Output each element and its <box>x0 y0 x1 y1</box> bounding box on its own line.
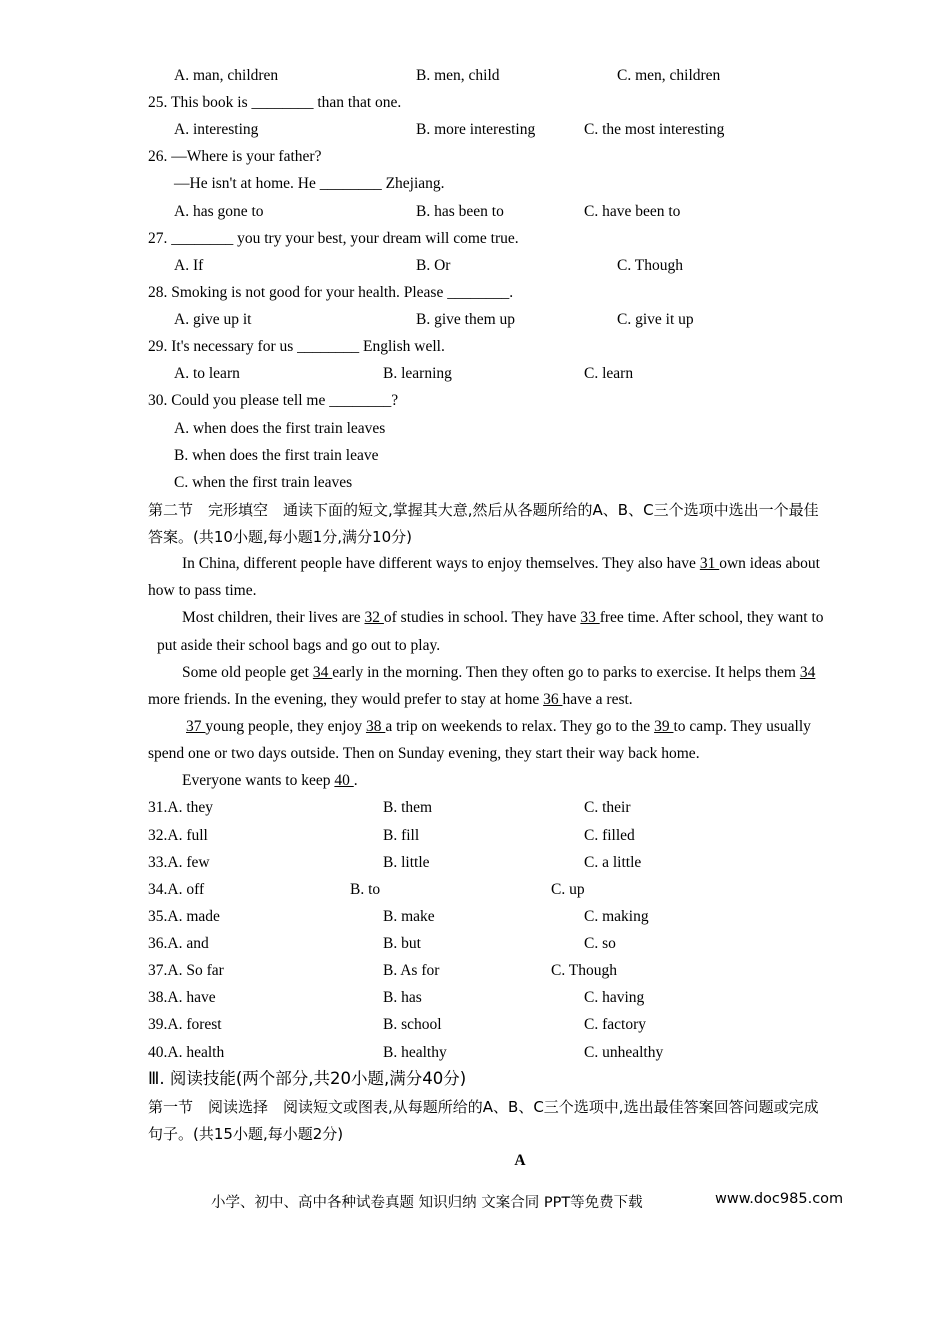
passage-paragraph-4-cont: spend one or two days outside. Then on Sunday evening, they start their way back home. <box>148 745 700 762</box>
footer-url[interactable]: www.doc985.com <box>715 1191 844 1207</box>
blank-39: 39 <box>654 718 674 735</box>
q27-option-a: A. If <box>174 257 204 274</box>
section3-title: Ⅲ. 阅读技能(两个部分,共20小题,满分40分) <box>148 1069 467 1088</box>
q25-option-a: A. interesting <box>174 121 259 138</box>
q29-option-c: C. learn <box>584 365 634 382</box>
passage-paragraph-5 <box>182 771 358 791</box>
cloze-option-a: 35.A. made <box>148 908 220 925</box>
q24-option-b: B. men, child <box>416 67 500 84</box>
q28-stem: 28. Smoking is not good for your health. Please ________. <box>148 284 514 301</box>
passage-text: Everyone wants to keep <box>182 772 335 789</box>
passage-label: A <box>514 1152 526 1169</box>
passage-text: more friends. In the evening, they would prefer to stay at home <box>148 691 544 708</box>
passage-paragraph-3 <box>182 663 815 683</box>
section2-heading: 第二节 完形填空 通读下面的短文,掌握其大意,然后从各题所给的A、B、C三个选项中选出一个最佳 <box>148 501 819 519</box>
q26-stem: 26. —Where is your father? <box>148 148 322 165</box>
cloze-option-a: 40.A. health <box>148 1044 225 1061</box>
q25-stem: 25. This book is ________ than that one. <box>148 94 402 111</box>
passage-paragraph-2-cont: put aside their school bags and go out to play. <box>157 637 441 654</box>
cloze-option-b: B. has <box>383 989 422 1006</box>
q28-option-c: C. give it up <box>617 311 694 328</box>
blank-40: 40 <box>334 772 354 789</box>
q25-option-b: B. more interesting <box>416 121 536 138</box>
q28-option-b: B. give them up <box>416 311 516 328</box>
passage-text: early in the morning. Then they often go to parks to exercise. It helps them <box>332 664 800 681</box>
passage-text: to camp. They usually <box>673 718 811 735</box>
q29-stem: 29. It's necessary for us ________ English well. <box>148 338 445 355</box>
cloze-option-c: C. a little <box>584 854 642 871</box>
passage-paragraph-3-cont <box>148 690 633 710</box>
section3-subheading: 第一节 阅读选择 阅读短文或图表,从每题所给的A、B、C三个选项中,选出最佳答案回答问题或完成 <box>148 1098 819 1116</box>
blank-32: 32 <box>364 609 384 626</box>
cloze-option-b: B. but <box>383 935 421 952</box>
blank-38: 38 <box>365 718 386 735</box>
cloze-option-c: C. so <box>584 935 616 952</box>
passage-paragraph-2 <box>182 608 824 628</box>
q27-option-c: C. Though <box>617 257 684 274</box>
q26-option-a: A. has gone to <box>174 203 264 220</box>
cloze-option-a: 36.A. and <box>148 935 209 952</box>
passage-text: have a rest. <box>562 691 633 708</box>
passage-paragraph-4 <box>186 717 811 737</box>
cloze-option-a: 32.A. full <box>148 827 208 844</box>
q28-option-a: A. give up it <box>174 311 252 328</box>
cloze-option-a: 39.A. forest <box>148 1016 222 1033</box>
q30-stem: 30. Could you please tell me ________? <box>148 392 399 409</box>
q24-option-c: C. men, children <box>617 67 721 84</box>
blank-36: 36 <box>543 691 563 708</box>
passage-text: own ideas about <box>719 555 820 572</box>
section3-subheading-line2: 句子。(共15小题,每小题2分) <box>148 1125 344 1143</box>
passage-text: Some old people get <box>182 664 313 681</box>
cloze-option-c: C. factory <box>584 1016 646 1033</box>
q30-option-b: B. when does the first train leave <box>174 447 379 464</box>
cloze-option-c: C. Though <box>551 962 618 979</box>
passage-paragraph-1-cont: how to pass time. <box>148 582 257 599</box>
q27-stem: 27. ________ you try your best, your dream will come true. <box>148 230 519 247</box>
cloze-option-b: B. healthy <box>383 1044 447 1061</box>
passage-text: . <box>353 772 358 789</box>
passage-text: In China, different people have different ways to enjoy themselves. They also have <box>182 555 700 572</box>
cloze-option-c: C. filled <box>584 827 635 844</box>
blank-37: 37 <box>186 718 206 735</box>
cloze-option-b: B. make <box>383 908 435 925</box>
blank-31: 31 <box>699 555 720 572</box>
q30-option-a: A. when does the first train leaves <box>174 420 386 437</box>
cloze-option-c: C. their <box>584 799 631 816</box>
cloze-option-c: C. having <box>584 989 645 1006</box>
cloze-option-a: 38.A. have <box>148 989 216 1006</box>
blank-33: 33 <box>580 609 600 626</box>
section2-heading-line2: 答案。(共10小题,每小题1分,满分10分) <box>148 528 412 546</box>
cloze-option-b: B. them <box>383 799 433 816</box>
cloze-option-b: B. to <box>350 881 381 898</box>
passage-text: free time. After school, they want to <box>599 609 824 626</box>
q26-option-c: C. have been to <box>584 203 681 220</box>
footer-text: 小学、初中、高中各种试卷真题 知识归纳 文案合同 PPT等免费下载 <box>211 1195 643 1211</box>
cloze-option-b: B. As for <box>383 962 440 979</box>
passage-paragraph-1 <box>182 554 820 574</box>
cloze-option-b: B. fill <box>383 827 420 844</box>
cloze-option-b: B. school <box>383 1016 442 1033</box>
passage-text: a trip on weekends to relax. They go to the <box>385 718 655 735</box>
blank-34: 34 <box>312 664 333 681</box>
cloze-option-a: 37.A. So far <box>148 962 224 979</box>
cloze-option-a: 31.A. they <box>148 799 214 816</box>
cloze-option-c: C. unhealthy <box>584 1044 664 1061</box>
q29-option-a: A. to learn <box>174 365 240 382</box>
q29-option-b: B. learning <box>383 365 452 382</box>
cloze-option-b: B. little <box>383 854 430 871</box>
cloze-option-c: C. making <box>584 908 649 925</box>
cloze-option-c: C. up <box>551 881 585 898</box>
passage-text: Most children, their lives are <box>182 609 365 626</box>
blank-35: 34 <box>799 664 816 681</box>
q26-stem-line2: —He isn't at home. He ________ Zhejiang. <box>174 175 445 192</box>
cloze-option-a: 34.A. off <box>148 881 205 898</box>
q25-option-c: C. the most interesting <box>584 121 725 138</box>
q30-option-c: C. when the first train leaves <box>174 474 353 491</box>
q24-option-a: A. man, children <box>174 67 279 84</box>
q26-option-b: B. has been to <box>416 203 504 220</box>
passage-text: young people, they enjoy <box>205 718 366 735</box>
q27-option-b: B. Or <box>416 257 451 274</box>
passage-text: of studies in school. They have <box>383 609 581 626</box>
cloze-option-a: 33.A. few <box>148 854 210 871</box>
